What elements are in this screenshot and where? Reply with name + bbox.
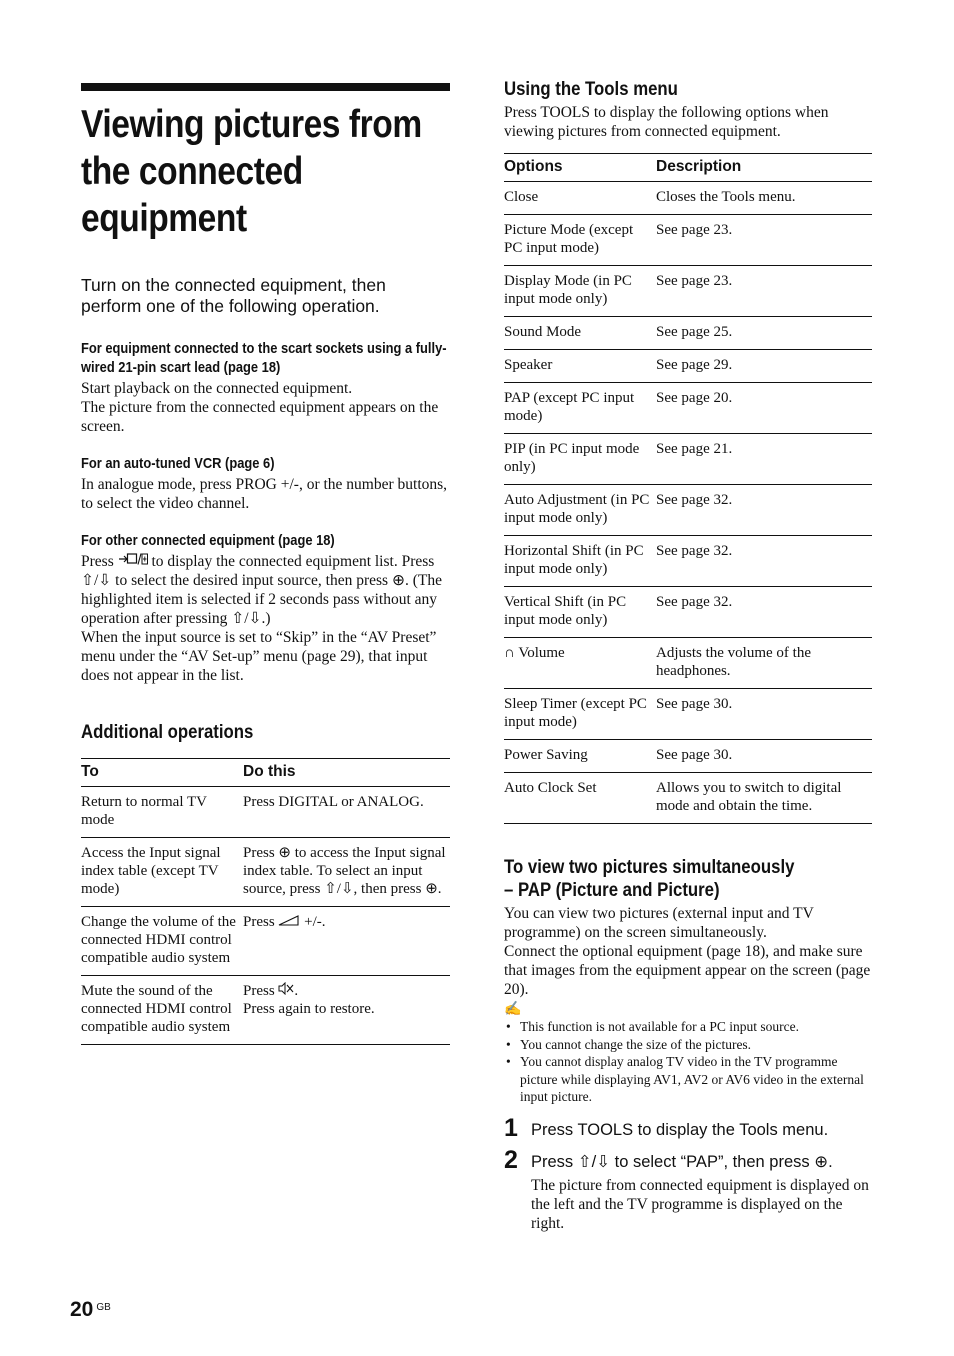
table-row (504, 383, 872, 434)
option-description: See page 32. (656, 536, 872, 587)
pap-heading: To view two pictures simultaneously – PAP (Picture and Picture) (504, 856, 795, 901)
page-title: Viewing pictures from the connected equipment (81, 103, 422, 240)
table-row (504, 689, 872, 740)
table-row (504, 740, 872, 773)
option-label: Display Mode (in PC input mode only) (504, 273, 632, 307)
option-description: See page 29. (656, 350, 872, 383)
step-text: Press ⇧/⇩ to select “PAP”, then press ⊕. (531, 1152, 833, 1171)
enter-icon: ⊕ (425, 881, 438, 897)
step-detail: The picture from connected equipment is displayed on the left and the TV programme is displayed on the right. (531, 1176, 869, 1232)
option-label: Sleep Timer (except PC input mode) (504, 696, 647, 730)
option-label: Close (504, 189, 539, 205)
step-number: 2 (504, 1145, 518, 1174)
option-description: See page 32. (656, 587, 872, 638)
additional-heading: Additional operations (81, 721, 254, 743)
tools-intro: Press TOOLS to display the following options when viewing pictures from connected equipment. (504, 104, 829, 140)
table-header-row (81, 759, 450, 787)
option-label: Horizontal Shift (in PC input mode only) (504, 543, 644, 577)
table-row: Access the Input signal index table (except TV mode) Press ⊕ to access the Input signal index table. To select an input source, press ⇧/⇩, then press ⊕. (81, 838, 450, 907)
table-row: Mute the sound of the connected HDMI control compatible audio system Press . Press again to restore. (81, 976, 450, 1045)
option-description: Closes the Tools menu. (656, 182, 872, 215)
note-item: • You cannot display analog TV video in the TV programme picture while displaying AV1, AV2 or AV6 video in the external input picture. (504, 1053, 872, 1106)
up-down-arrow-icon: ⇧/⇩ (577, 1152, 611, 1171)
table-row (504, 182, 872, 215)
option-description: See page 23. (656, 215, 872, 266)
option-label: PAP (except PC input mode) (504, 390, 635, 424)
option-label: Auto Adjustment (in PC input mode only) (504, 492, 650, 526)
input-icon (118, 553, 152, 570)
step-number: 1 (504, 1113, 518, 1142)
tools-table-body (504, 182, 872, 824)
other-paragraph: Press to display the connected equipment list. Press ⇧/⇩ to select the desired input source, then press ⊕. (The highlighted item is selected if 2 seconds pass without any operation after pressing ⇧/⇩.) When the input source is set to “Skip” in the “AV Preset” menu under the “AV Set-up” menu (page 29), that input does not appear in the list. (81, 553, 442, 684)
table-row (504, 434, 872, 485)
table-row (504, 536, 872, 587)
column-header: Options (504, 154, 656, 182)
headphones-icon: ∩ (504, 645, 519, 661)
step-text: Press TOOLS to display the Tools menu. (531, 1120, 829, 1139)
vcr-section (81, 454, 450, 513)
column-header: Description (656, 154, 872, 182)
step-1 (504, 1113, 872, 1142)
table-row (504, 350, 872, 383)
option-label: Sound Mode (504, 324, 582, 340)
enter-icon: ⊕ (278, 845, 291, 861)
table-header-row (504, 154, 872, 182)
table-row: Return to normal TV mode Press DIGITAL or ANALOG. (81, 787, 450, 838)
option-description: See page 30. (656, 689, 872, 740)
up-down-arrow-icon: ⇧/⇩ (231, 610, 262, 627)
vcr-heading: For an auto-tuned VCR (page 6) (81, 455, 275, 472)
scart-line1: Start playback on the connected equipment. (81, 380, 353, 397)
option-description: See page 25. (656, 317, 872, 350)
enter-icon: ⊕ (391, 572, 405, 589)
table-row (504, 587, 872, 638)
left-column (81, 83, 450, 1045)
option-description: See page 20. (656, 383, 872, 434)
intro-text: Turn on the connected equipment, then perform one of the following operation. (81, 275, 386, 316)
table-row (504, 773, 872, 824)
option-label: Speaker (504, 357, 553, 373)
option-label: Volume (518, 645, 565, 661)
note-item: • You cannot change the size of the pictures. (504, 1036, 872, 1054)
note-item: • This function is not available for a PC input source. (504, 1018, 872, 1036)
option-description: Allows you to switch to digital mode and obtain the time. (656, 773, 872, 824)
notes-list (504, 1018, 872, 1106)
vcr-text: In analogue mode, press PROG +/-, or the number buttons, to select the video channel. (81, 476, 448, 512)
option-description: See page 30. (656, 740, 872, 773)
column-header: Do this (243, 759, 450, 787)
other-section (81, 531, 450, 685)
table-row (504, 266, 872, 317)
title-rule (81, 83, 450, 91)
scart-heading: For equipment connected to the scart sockets using a fully-wired 21-pin scart lead (page 18) (81, 340, 447, 376)
right-column (504, 78, 872, 1233)
region-code: GB (96, 1302, 111, 1313)
pap-paragraph-1: You can view two pictures (external input and TV programme) on the screen simultaneously. (504, 905, 814, 941)
page-number: 20 $^{GB}$ (70, 1298, 111, 1321)
pap-section (504, 856, 872, 1233)
table-row (504, 317, 872, 350)
step-2 (504, 1145, 872, 1233)
table-row (504, 215, 872, 266)
option-label: Auto Clock Set (504, 780, 597, 796)
table-row (504, 485, 872, 536)
up-down-arrow-icon: ⇧/⇩ (81, 572, 112, 589)
mute-icon (278, 983, 294, 999)
option-description: Adjusts the volume of the headphones. (656, 638, 872, 689)
scart-line2: The picture from the connected equipment appears on the screen. (81, 399, 439, 435)
table-row: Change the volume of the connected HDMI control compatible audio system Press +/-. (81, 907, 450, 976)
option-description: See page 23. (656, 266, 872, 317)
volume-icon (278, 914, 300, 930)
table-row (504, 638, 872, 689)
option-description: See page 32. (656, 485, 872, 536)
option-description: See page 21. (656, 434, 872, 485)
column-header: To (81, 759, 243, 787)
option-label: Picture Mode (except PC input mode) (504, 222, 634, 256)
other-heading: For other connected equipment (page 18) (81, 532, 335, 549)
enter-icon: ⊕ (814, 1152, 829, 1171)
option-label: Power Saving (504, 747, 588, 763)
tools-heading: Using the Tools menu (504, 78, 678, 100)
option-label: PIP (in PC input mode only) (504, 441, 640, 475)
up-down-arrow-icon: ⇧/⇩ (324, 881, 354, 897)
tools-table (504, 153, 872, 824)
option-label: Vertical Shift (in PC input mode only) (504, 594, 627, 628)
additional-operations (81, 721, 450, 1045)
pap-paragraph-2: Connect the optional equipment (page 18), and make sure that images from the equipment appear on the screen (page 20). (504, 943, 871, 998)
scart-section (81, 339, 450, 436)
additional-table (81, 758, 450, 1045)
note-pen-icon: ✍ (504, 1002, 522, 1017)
